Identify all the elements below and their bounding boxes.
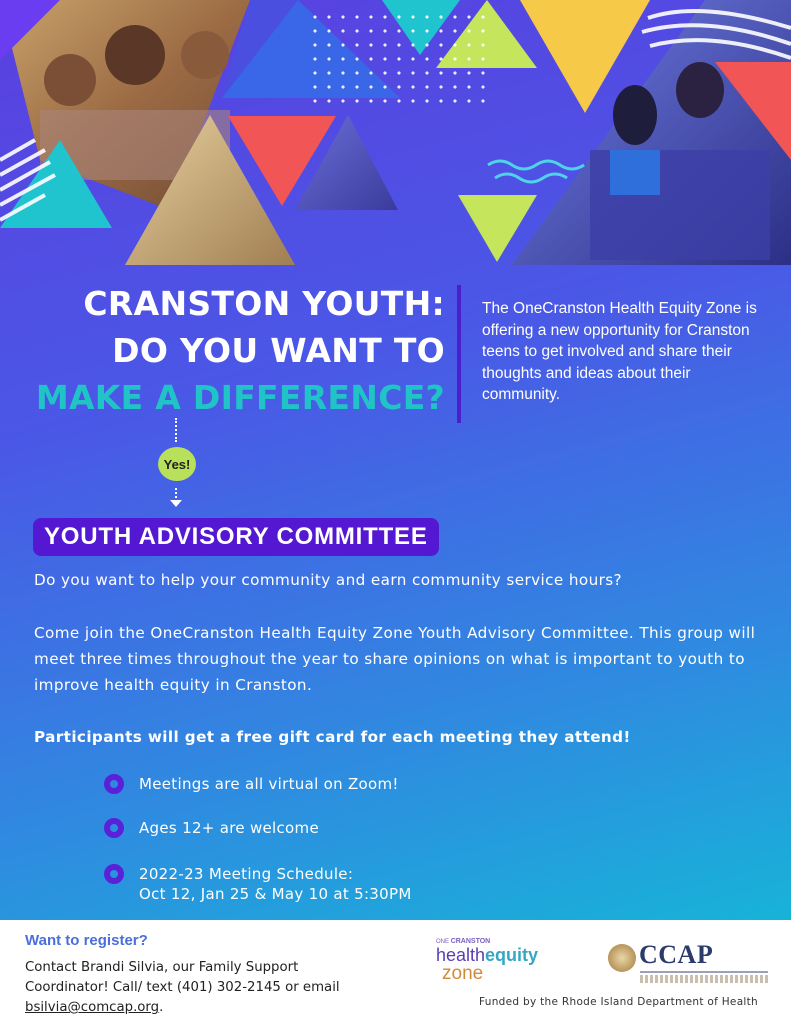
headline-line-2: DO YOU WANT TO — [112, 331, 445, 370]
health-equity-zone-logo — [436, 938, 539, 998]
register-contact — [25, 958, 355, 1018]
bullet-ring-icon — [104, 864, 124, 884]
email-link[interactable]: bsilvia@comcap.org — [25, 1000, 160, 1015]
dotted-connector-top — [175, 418, 177, 442]
register-contact-text: Contact Brandi Silvia, our Family Support Coordinator! Call/ text (401) 302-2145 or email — [25, 960, 340, 995]
bullet-text — [139, 818, 579, 838]
dot-pattern — [308, 10, 488, 110]
headline-line-3: MAKE A DIFFERENCE? — [35, 378, 445, 417]
description-paragraph: Come join the OneCranston Health Equity Zone Youth Advisory Committee. This group will meet three times throughout the year to share opinions on what is important to youth to improve health equity in Cranston. — [34, 624, 756, 694]
ccap-name: CCAP — [639, 940, 714, 969]
register-title: Want to register? — [25, 932, 148, 949]
yes-badge: Yes! — [158, 447, 196, 481]
bullet-ring-icon — [104, 818, 124, 838]
headline-line-1: CRANSTON YOUTH: — [83, 284, 445, 323]
bullet-line: Meetings are all virtual on Zoom! — [139, 775, 399, 793]
bullet-line: Ages 12+ are welcome — [139, 819, 319, 837]
hez-equity-text: equity — [485, 945, 539, 965]
hez-cranston-text: CRANSTON — [450, 938, 491, 945]
headline-divider — [457, 285, 461, 423]
bullet-text — [139, 774, 579, 794]
hez-zone-text: zone — [442, 963, 484, 984]
bullet-line: 2022-23 Meeting Schedule: — [139, 865, 354, 883]
hez-logo-top — [436, 938, 536, 945]
arrow-down-icon — [170, 500, 182, 507]
hez-logo-main — [436, 945, 539, 965]
question-text: Do you want to help your community and earn community service hours? — [34, 571, 623, 589]
bullet-text — [139, 864, 579, 904]
ccap-rule — [640, 971, 768, 973]
footer — [0, 920, 791, 1024]
ccap-seal-icon — [608, 944, 636, 972]
hez-one-text: ONE — [436, 939, 450, 945]
funded-by-text: Funded by the Rhode Island Department of Health — [479, 996, 759, 1008]
ccap-tagline — [640, 975, 770, 983]
headline — [30, 280, 445, 421]
bullet-ring-icon — [104, 774, 124, 794]
gift-card-line: Participants will get a free gift card for each meeting they attend! — [34, 728, 631, 746]
ccap-logo — [608, 940, 768, 990]
bullet-line: Oct 12, Jan 25 & May 10 at 5:30PM — [139, 885, 412, 903]
intro-text: The OneCranston Health Equity Zone is offering a new opportunity for Cranston teens to get involved and share their thoughts and ideas about their community. — [482, 300, 757, 403]
committee-title: YOUTH ADVISORY COMMITTEE — [33, 518, 439, 556]
header-collage — [0, 0, 791, 270]
email-suffix: . — [159, 1000, 164, 1015]
hez-health-text: health — [436, 945, 486, 965]
